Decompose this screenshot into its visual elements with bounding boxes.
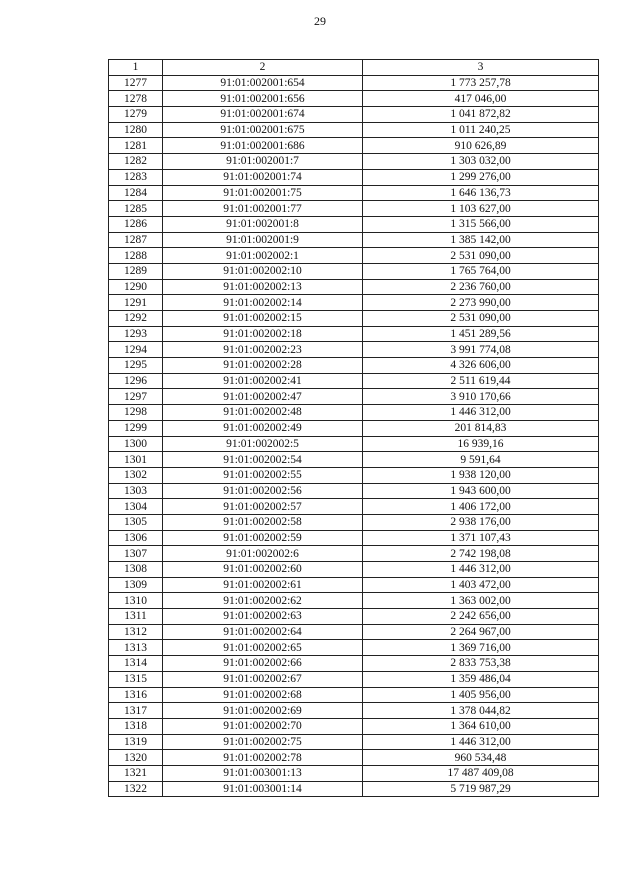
row-number-cell: 1318 (109, 718, 163, 734)
row-number-cell: 1310 (109, 593, 163, 609)
cadastral-number-cell: 91:01:002001:686 (163, 138, 363, 154)
table-row (109, 107, 599, 123)
table-row (109, 122, 599, 138)
table-row (109, 514, 599, 530)
table-row (109, 530, 599, 546)
table-row (109, 326, 599, 342)
table-row (109, 216, 599, 232)
cadastral-value-cell: 1 385 142,00 (363, 232, 599, 248)
cadastral-value-cell: 1 446 312,00 (363, 734, 599, 750)
cadastral-number-cell: 91:01:002002:69 (163, 703, 363, 719)
cadastral-value-table (108, 59, 599, 797)
row-number-cell: 1299 (109, 420, 163, 436)
row-number-cell: 1285 (109, 201, 163, 217)
cadastral-number-cell: 91:01:002002:58 (163, 514, 363, 530)
page-number: 29 (314, 14, 326, 28)
table-row (109, 687, 599, 703)
cadastral-value-cell: 1 378 044,82 (363, 703, 599, 719)
cadastral-value-cell: 2 938 176,00 (363, 514, 599, 530)
cadastral-number-cell: 91:01:002001:675 (163, 122, 363, 138)
row-number-cell: 1311 (109, 609, 163, 625)
row-number-cell: 1312 (109, 624, 163, 640)
table-row (109, 640, 599, 656)
row-number-cell: 1303 (109, 483, 163, 499)
row-number-cell: 1306 (109, 530, 163, 546)
cadastral-number-cell: 91:01:002002:55 (163, 467, 363, 483)
row-number-cell: 1282 (109, 154, 163, 170)
table-row (109, 201, 599, 217)
cadastral-value-cell: 201 814,83 (363, 420, 599, 436)
row-number-cell: 1320 (109, 750, 163, 766)
cadastral-number-cell: 91:01:002002:63 (163, 609, 363, 625)
cadastral-number-cell: 91:01:003001:14 (163, 781, 363, 797)
column-header-cadastral-number: 2 (163, 60, 363, 76)
cadastral-number-cell: 91:01:002002:28 (163, 358, 363, 374)
table-row (109, 765, 599, 781)
row-number-cell: 1293 (109, 326, 163, 342)
cadastral-number-cell: 91:01:002002:70 (163, 718, 363, 734)
cadastral-value-cell: 417 046,00 (363, 91, 599, 107)
row-number-cell: 1317 (109, 703, 163, 719)
table-row (109, 248, 599, 264)
row-number-cell: 1305 (109, 514, 163, 530)
table-row (109, 91, 599, 107)
row-number-cell: 1304 (109, 499, 163, 515)
table-row (109, 703, 599, 719)
cadastral-value-cell: 1 369 716,00 (363, 640, 599, 656)
cadastral-value-cell: 1 646 136,73 (363, 185, 599, 201)
cadastral-number-cell: 91:01:002002:67 (163, 671, 363, 687)
table-row (109, 734, 599, 750)
table-row (109, 452, 599, 468)
table-row (109, 405, 599, 421)
cadastral-number-cell: 91:01:002002:61 (163, 577, 363, 593)
cadastral-number-cell: 91:01:002001:9 (163, 232, 363, 248)
cadastral-number-cell: 91:01:002002:65 (163, 640, 363, 656)
table-row (109, 295, 599, 311)
table-row (109, 169, 599, 185)
cadastral-number-cell: 91:01:002002:49 (163, 420, 363, 436)
cadastral-value-cell: 2 242 656,00 (363, 609, 599, 625)
cadastral-number-cell: 91:01:002002:48 (163, 405, 363, 421)
table-row (109, 483, 599, 499)
row-number-cell: 1302 (109, 467, 163, 483)
table-body (109, 75, 599, 797)
cadastral-value-cell: 1 405 956,00 (363, 687, 599, 703)
cadastral-number-cell: 91:01:002001:8 (163, 216, 363, 232)
table-row (109, 577, 599, 593)
row-number-cell: 1280 (109, 122, 163, 138)
cadastral-value-cell: 1 041 872,82 (363, 107, 599, 123)
row-number-cell: 1289 (109, 263, 163, 279)
cadastral-value-cell: 1 303 032,00 (363, 154, 599, 170)
cadastral-value-cell: 1 446 312,00 (363, 405, 599, 421)
table-row (109, 185, 599, 201)
cadastral-value-cell: 9 591,64 (363, 452, 599, 468)
cadastral-number-cell: 91:01:002002:68 (163, 687, 363, 703)
row-number-cell: 1281 (109, 138, 163, 154)
row-number-cell: 1301 (109, 452, 163, 468)
table-row (109, 656, 599, 672)
cadastral-number-cell: 91:01:002001:656 (163, 91, 363, 107)
cadastral-number-cell: 91:01:002002:13 (163, 279, 363, 295)
cadastral-number-cell: 91:01:002002:6 (163, 546, 363, 562)
cadastral-value-cell: 16 939,16 (363, 436, 599, 452)
table-row (109, 718, 599, 734)
cadastral-value-cell: 2 236 760,00 (363, 279, 599, 295)
cadastral-value-cell: 2 742 198,08 (363, 546, 599, 562)
cadastral-value-cell: 4 326 606,00 (363, 358, 599, 374)
cadastral-value-cell: 1 359 486,04 (363, 671, 599, 687)
cadastral-number-cell: 91:01:002002:56 (163, 483, 363, 499)
cadastral-number-cell: 91:01:002002:66 (163, 656, 363, 672)
table-row (109, 671, 599, 687)
cadastral-value-cell: 910 626,89 (363, 138, 599, 154)
cadastral-value-cell: 1 371 107,43 (363, 530, 599, 546)
column-header-number: 1 (109, 60, 163, 76)
row-number-cell: 1290 (109, 279, 163, 295)
cadastral-number-cell: 91:01:002001:674 (163, 107, 363, 123)
table-row (109, 373, 599, 389)
cadastral-value-cell: 1 011 240,25 (363, 122, 599, 138)
cadastral-value-cell: 1 363 002,00 (363, 593, 599, 609)
row-number-cell: 1278 (109, 91, 163, 107)
cadastral-value-cell: 3 991 774,08 (363, 342, 599, 358)
row-number-cell: 1295 (109, 358, 163, 374)
table-row (109, 750, 599, 766)
row-number-cell: 1314 (109, 656, 163, 672)
cadastral-number-cell: 91:01:003001:13 (163, 765, 363, 781)
cadastral-number-cell: 91:01:002002:10 (163, 263, 363, 279)
table-row (109, 154, 599, 170)
table-row (109, 781, 599, 797)
row-number-cell: 1297 (109, 389, 163, 405)
table-row (109, 75, 599, 91)
cadastral-number-cell: 91:01:002002:57 (163, 499, 363, 515)
table-row (109, 263, 599, 279)
row-number-cell: 1307 (109, 546, 163, 562)
cadastral-number-cell: 91:01:002002:62 (163, 593, 363, 609)
cadastral-number-cell: 91:01:002002:78 (163, 750, 363, 766)
cadastral-number-cell: 91:01:002002:75 (163, 734, 363, 750)
table-row (109, 499, 599, 515)
table-row (109, 562, 599, 578)
cadastral-number-cell: 91:01:002002:60 (163, 562, 363, 578)
cadastral-number-cell: 91:01:002001:654 (163, 75, 363, 91)
column-header-value: 3 (363, 60, 599, 76)
cadastral-number-cell: 91:01:002002:1 (163, 248, 363, 264)
cadastral-value-cell: 1 773 257,78 (363, 75, 599, 91)
cadastral-value-cell: 1 765 764,00 (363, 263, 599, 279)
row-number-cell: 1287 (109, 232, 163, 248)
cadastral-number-cell: 91:01:002002:5 (163, 436, 363, 452)
cadastral-value-cell: 2 273 990,00 (363, 295, 599, 311)
table-row (109, 593, 599, 609)
cadastral-value-cell: 2 264 967,00 (363, 624, 599, 640)
row-number-cell: 1322 (109, 781, 163, 797)
row-number-cell: 1294 (109, 342, 163, 358)
table-row (109, 342, 599, 358)
table-row (109, 436, 599, 452)
cadastral-value-cell: 1 315 566,00 (363, 216, 599, 232)
table-row (109, 279, 599, 295)
cadastral-value-cell: 1 406 172,00 (363, 499, 599, 515)
table-row (109, 546, 599, 562)
table-row (109, 467, 599, 483)
cadastral-number-cell: 91:01:002002:41 (163, 373, 363, 389)
cadastral-value-cell: 2 531 090,00 (363, 311, 599, 327)
cadastral-value-cell: 2 511 619,44 (363, 373, 599, 389)
row-number-cell: 1313 (109, 640, 163, 656)
row-number-cell: 1284 (109, 185, 163, 201)
cadastral-value-cell: 1 364 610,00 (363, 718, 599, 734)
cadastral-value-cell: 5 719 987,29 (363, 781, 599, 797)
table-row (109, 138, 599, 154)
row-number-cell: 1309 (109, 577, 163, 593)
cadastral-value-cell: 1 299 276,00 (363, 169, 599, 185)
row-number-cell: 1319 (109, 734, 163, 750)
row-number-cell: 1292 (109, 311, 163, 327)
cadastral-value-cell: 1 943 600,00 (363, 483, 599, 499)
cadastral-number-cell: 91:01:002001:77 (163, 201, 363, 217)
table-row (109, 609, 599, 625)
table-row (109, 420, 599, 436)
cadastral-value-cell: 1 451 289,56 (363, 326, 599, 342)
cadastral-number-cell: 91:01:002002:15 (163, 311, 363, 327)
cadastral-value-cell: 960 534,48 (363, 750, 599, 766)
cadastral-value-cell: 2 531 090,00 (363, 248, 599, 264)
cadastral-number-cell: 91:01:002002:14 (163, 295, 363, 311)
cadastral-value-cell: 1 403 472,00 (363, 577, 599, 593)
row-number-cell: 1283 (109, 169, 163, 185)
cadastral-number-cell: 91:01:002001:7 (163, 154, 363, 170)
cadastral-value-cell: 2 833 753,38 (363, 656, 599, 672)
table-row (109, 311, 599, 327)
row-number-cell: 1315 (109, 671, 163, 687)
table-row (109, 389, 599, 405)
cadastral-number-cell: 91:01:002002:64 (163, 624, 363, 640)
row-number-cell: 1286 (109, 216, 163, 232)
cadastral-number-cell: 91:01:002001:75 (163, 185, 363, 201)
table-row (109, 624, 599, 640)
cadastral-number-cell: 91:01:002002:59 (163, 530, 363, 546)
row-number-cell: 1277 (109, 75, 163, 91)
cadastral-number-cell: 91:01:002001:74 (163, 169, 363, 185)
cadastral-value-cell: 1 103 627,00 (363, 201, 599, 217)
cadastral-value-cell: 3 910 170,66 (363, 389, 599, 405)
table-row (109, 358, 599, 374)
row-number-cell: 1288 (109, 248, 163, 264)
table-row (109, 232, 599, 248)
cadastral-value-cell: 1 938 120,00 (363, 467, 599, 483)
row-number-cell: 1291 (109, 295, 163, 311)
table-header-row (109, 60, 599, 76)
row-number-cell: 1298 (109, 405, 163, 421)
cadastral-number-cell: 91:01:002002:23 (163, 342, 363, 358)
row-number-cell: 1316 (109, 687, 163, 703)
row-number-cell: 1279 (109, 107, 163, 123)
row-number-cell: 1300 (109, 436, 163, 452)
row-number-cell: 1308 (109, 562, 163, 578)
cadastral-value-cell: 1 446 312,00 (363, 562, 599, 578)
row-number-cell: 1296 (109, 373, 163, 389)
row-number-cell: 1321 (109, 765, 163, 781)
cadastral-value-cell: 17 487 409,08 (363, 765, 599, 781)
cadastral-number-cell: 91:01:002002:47 (163, 389, 363, 405)
cadastral-number-cell: 91:01:002002:54 (163, 452, 363, 468)
cadastral-number-cell: 91:01:002002:18 (163, 326, 363, 342)
